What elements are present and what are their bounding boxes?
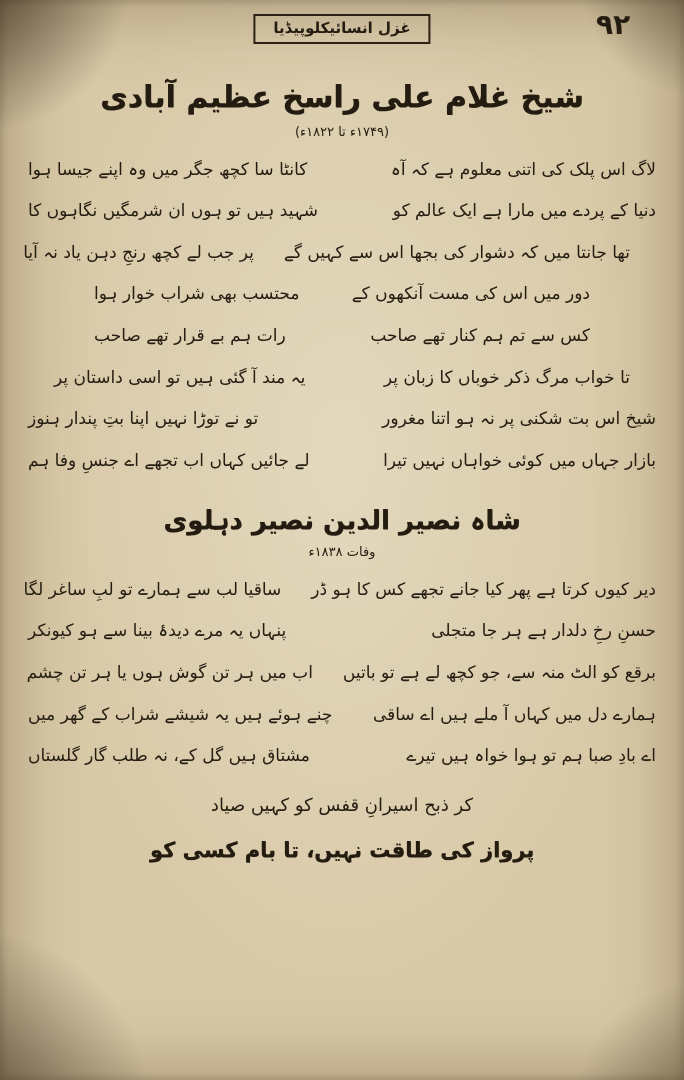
book-title-box	[253, 14, 430, 44]
hemistich-second: لے جائیں کہاں اب تجھے اے جنسِ وفا ہم	[28, 450, 310, 471]
closing-line: پرواز کی طاقت نہیں، تا بام کسی کو	[149, 837, 535, 862]
page-number: ۹۲	[596, 8, 631, 41]
couplet-row	[28, 407, 656, 432]
poet-section-naseer	[23, 504, 656, 862]
couplet-row	[28, 324, 656, 349]
poet-section-rasikh	[23, 78, 656, 474]
couplet-row	[28, 282, 656, 307]
hemistich-first: اے بادِ صبا ہم تو ہوا خواہ ہیں تیرے	[406, 746, 656, 767]
hemistich-second: پر جب لے کچھ رنجِ دہن یاد نہ آیا	[23, 242, 254, 263]
couplet-row	[28, 744, 656, 769]
hemistich-second: یہ مند آ گئی ہیں تو اسی داستان پر	[54, 367, 306, 388]
couplet-row	[28, 619, 656, 644]
hemistich-first: حسنِ رخِ دلدار ہے ہر جا متجلی	[431, 621, 656, 642]
closing-line: کر ذبح اسیرانِ قفس کو کہیں صیاد	[210, 794, 474, 816]
hemistich-first: تا خواب مرگ ذکر خوباں کا زبان پر	[383, 367, 630, 388]
hemistich-second: مشتاق ہیں گل کے، نہ طلب گار گلستاں	[28, 746, 310, 767]
hemistich-second: ساقیا لب سے ہمارے تو لبِ ساغر لگا	[23, 579, 282, 600]
hemistich-second: رات ہم بے قرار تھے صاحب	[94, 326, 286, 347]
hemistich-second: چنے ہوئے ہیں یہ شیشے شراب کے گھر میں	[28, 704, 333, 725]
hemistich-second: پنہاں یہ مرے دیدۂ بینا سے ہو کیونکر	[28, 621, 287, 642]
couplet-row	[28, 199, 656, 224]
hemistich-first: بازار جہاں میں کوئی خواہاں نہیں تیرا	[383, 450, 656, 471]
hemistich-first: شیخ اس بت شکنی پر نہ ہو اتنا مغرور	[382, 409, 656, 430]
hemistich-first: دیر کیوں کرتا ہے پھر کیا جانے تجھے کس کا ہو ڈر	[311, 579, 656, 600]
hemistich-first: دور میں اس کی مست آنکھوں کے	[351, 284, 590, 305]
couplet-row	[28, 449, 656, 474]
page-content	[23, 68, 656, 876]
ghazal-naseer	[23, 578, 656, 769]
poet-heading: شاہ نصیر الدین نصیر دہلوی	[163, 505, 521, 536]
couplet-row	[28, 366, 656, 391]
couplet-row	[28, 158, 656, 183]
hemistich-first: کس سے تم ہم کنار تھے صاحب	[370, 326, 590, 347]
page-header	[0, 8, 684, 52]
couplet-row	[23, 241, 656, 266]
hemistich-first: تھا جانتا میں کہ دشوار کی بجھا اس سے کہیں گے	[283, 242, 630, 263]
couplet-row	[28, 661, 656, 686]
poet-heading: شیخ غلام علی راسخ عظیم آبادی	[100, 80, 584, 115]
hemistich-second: تو نے توڑا نہیں اپنا بتِ پندار ہنوز	[28, 409, 259, 430]
couplet-row	[28, 703, 656, 728]
hemistich-second: اب میں ہر تن گوش ہوں یا ہر تن چشم	[26, 663, 313, 683]
hemistich-first: لاگ اس پلک کی اتنی معلوم ہے کہ آہ	[390, 159, 656, 180]
book-title: غزل انسائیکلوپیڈیا	[273, 19, 411, 37]
closing-couplet	[28, 795, 656, 862]
hemistich-second: شہید ہیں تو ہوں ان شرمگیں نگاہوں کا	[28, 201, 319, 222]
hemistich-first: دنیا کے پردے میں مارا ہے ایک عالم کو	[392, 201, 656, 222]
ghazal-rasikh	[23, 158, 656, 474]
hemistich-first: برقع کو الٹ منہ سے، جو کچھ لے ہے تو باتیں	[342, 663, 656, 683]
poet-dates: (۱۷۴۹ء تا ۱۸۲۲ء)	[294, 124, 390, 140]
hemistich-second: محتسب بھی شراب خوار ہوا	[94, 284, 300, 305]
hemistich-second: کانٹا سا کچھ جگر میں وہ اپنے جیسا ہوا	[28, 159, 308, 180]
poet-dates: وفات ۱۸۳۸ء	[308, 544, 376, 560]
hemistich-first: ہمارے دل میں کہاں آ ملے ہیں اے ساقی	[372, 704, 656, 725]
couplet-row	[23, 578, 656, 603]
